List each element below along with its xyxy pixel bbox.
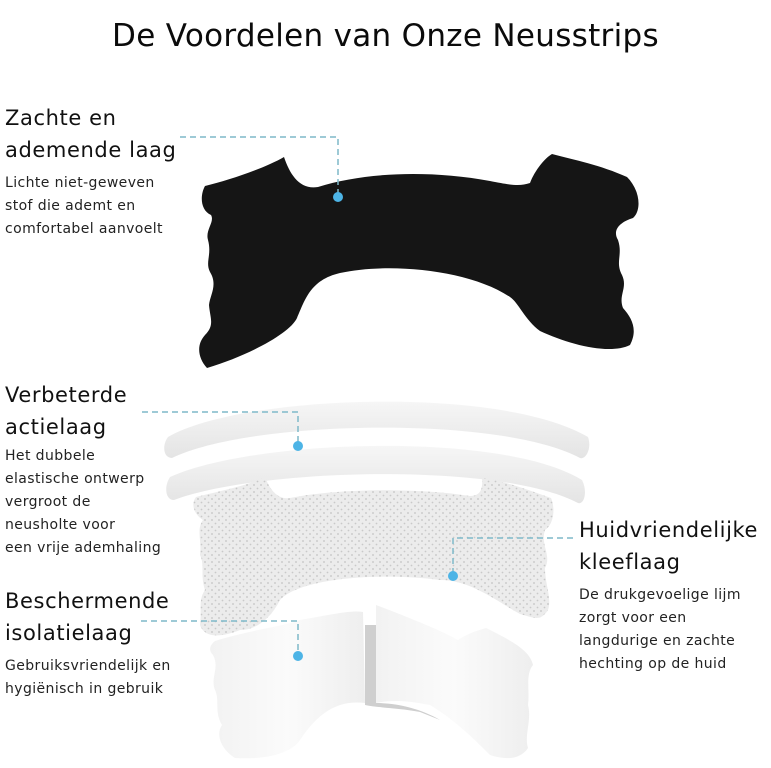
- callout-heading: Huidvriendelijke kleeflaag: [579, 518, 759, 574]
- callout-heading: Verbeterde actielaag: [5, 383, 128, 439]
- marker-dot-isolation: [293, 651, 303, 661]
- callout-description: Het dubbele elastische ontwerp vergroot de neusholte voor een vrije ademhaling: [5, 448, 162, 556]
- marker-dot-adhesive: [448, 571, 458, 581]
- callout-description: De drukgevoelige lijm zorgt voor een langdurige en zachte hechting op de huid: [579, 587, 741, 672]
- marker-dot-elastic: [293, 441, 303, 451]
- callout-breathable-layer: [5, 102, 176, 241]
- callout-elastic-layer: [5, 379, 161, 560]
- callout-adhesive-layer: [579, 514, 758, 676]
- breathable-layer-shape: [199, 154, 638, 368]
- page-title: De Voordelen van Onze Neusstrips: [112, 18, 659, 54]
- callout-heading: Zachte en ademende laag: [5, 106, 177, 162]
- callout-isolation-layer: [5, 585, 171, 701]
- callout-description: Lichte niet-geweven stof die ademt en comfortabel aanvoelt: [5, 175, 163, 237]
- marker-dot-breathable: [333, 192, 343, 202]
- isolation-layer-shape-right: [376, 605, 533, 758]
- callout-description: Gebruiksvriendelijk en hygiënisch in gebruik: [5, 658, 171, 697]
- adhesive-layer-shape: [193, 477, 553, 635]
- isolation-layer-shape: [210, 612, 365, 759]
- callout-heading: Beschermende isolatielaag: [5, 589, 170, 645]
